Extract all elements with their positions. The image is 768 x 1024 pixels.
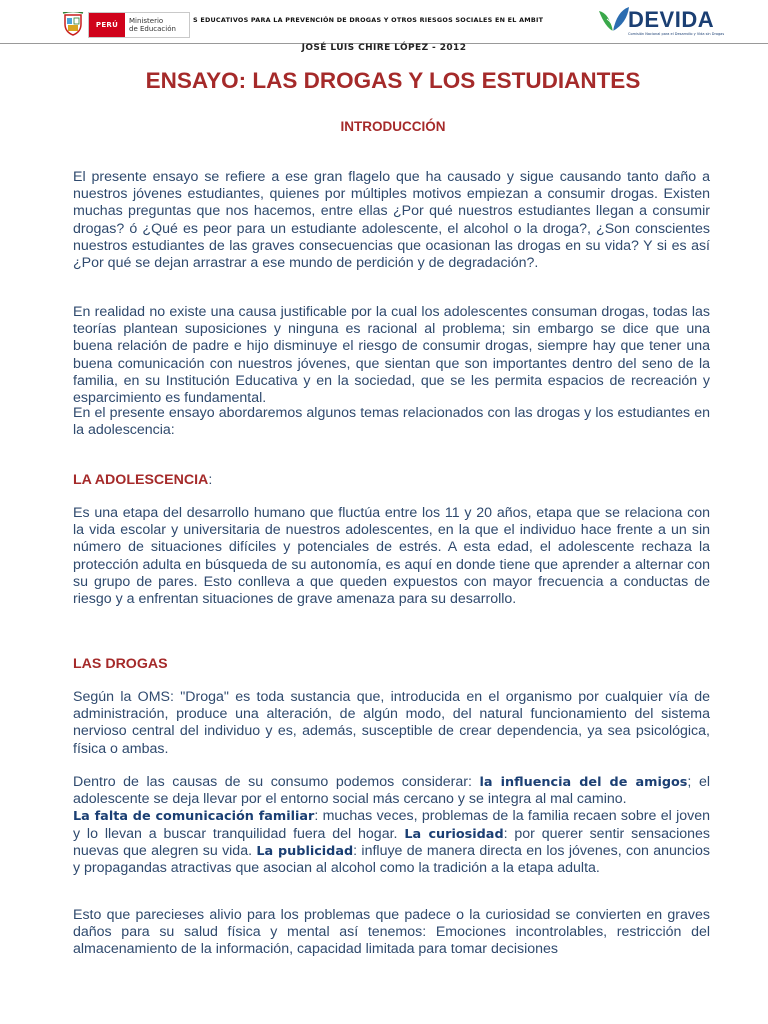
devida-logo-subtext: Comisión Nacional para el Desarrollo y Vida sin Drogas xyxy=(628,32,725,36)
cause-family-text: : muchas veces, problemas de la familia recaen sobre el joven y lo llevan a buscar tranquilidad fuera del hogar. xyxy=(73,808,710,842)
peru-coat-of-arms-icon xyxy=(62,12,84,36)
devida-logo-text: DEVIDA xyxy=(628,7,715,32)
ministry-name xyxy=(125,13,176,37)
introduction-heading: INTRODUCCIÓN xyxy=(340,119,446,134)
intro-paragraph-1: El presente ensayo se refiere a ese gran flagelo que ha causado y sigue causando tanto daño a nuestros jóvenes estudiantes, quienes por múltiples motivos empiezan a consumir drogas. Existen muchas preguntas que nos hacemos, entre ellas ¿Por qué nuestros estudiantes llegan a consumir drogas? ó ¿Qué es peor para un estudiante adolescente, el alcohol o la droga?, ¿Son conscientes nuestros estudiantes de las graves consecuencias que ocasionan las drogas en su vida? Y si es así ¿Por qué se dejan arrastrar a ese mundo de perdición y de degradación?. xyxy=(73,169,710,272)
drogas-heading: LAS DROGAS xyxy=(73,656,168,672)
cause-advertising-text: : influye de manera directa en los jóvenes, con anuncios y propagandas atractivas que asocian al alcohol como la tradición a la etapa adulta. xyxy=(73,842,710,877)
intro-paragraph-3: En el presente ensayo abordaremos algunos temas relacionados con las drogas y los estudiantes en la adolescencia: xyxy=(73,405,710,439)
cause-friends: la influencia del de amigos xyxy=(479,775,688,790)
ministry-name-line2: de Educación xyxy=(129,25,176,33)
adolescencia-colon: : xyxy=(208,472,213,488)
drogas-paragraph-3: Esto que parecieses alivio para los problemas que padece o la curiosidad se convierten en graves daños para su salud física y mental así tenemos: Emociones incontrolables, restricción del almacenamiento de la información, capacidad limitada para tomar decisiones xyxy=(73,907,710,958)
page-header xyxy=(0,0,768,42)
drogas-paragraph-1: Según la OMS: "Droga" es toda sustancia que, introducida en el organismo por cualquier vía de administración, produce una alteración, de algún modo, del natural funcionamiento del sistema nervioso central del individuo y es, además, susceptible de crear dependencia, ya sea psicológica, física o ambas. xyxy=(73,689,710,757)
peru-label: PERÚ xyxy=(89,13,125,37)
document-title: ENSAYO: LAS DROGAS Y LOS ESTUDIANTES xyxy=(145,68,641,93)
drogas-paragraph-2 xyxy=(73,774,710,877)
adolescencia-paragraph: Es una etapa del desarrollo humano que fluctúa entre los 11 y 20 años, etapa que se relaciona con la vida escolar y universitaria de nuestros adolescentes, en la que el individuo hace frente a un sin número de situaciones difíciles y potenciales de estrés. A esta edad, el adolescente rechaza la protección adulta en búsqueda de su autonomía, es aquí en donde tiene que aprender a alternar con su grupo de pares. Esto conlleva a que queden expuestos con mayor frecuencia a conductas de riesgo y a enfrentan situaciones de grave amenaza para su desarrollo. xyxy=(73,505,710,608)
intro-paragraph-2: En realidad no existe una causa justificable por la cual los adolescentes consuman drogas, todas las teorías plantean suposiciones y ninguna es racional al problema; sin embargo se dice que una buena relación de padre e hijo disminuye el riesgo de consumir drogas, siempre hay que tener una buena comunicación con nuestros jóvenes, que sientan que son importantes dentro del seno de la familia, en su Institución Educativa y en la sociedad, que se les permita espacios de recreación y esparcimiento es fundamental. xyxy=(73,304,710,407)
cause-family-communication: La falta de comunicación familiar xyxy=(73,809,315,825)
adolescencia-heading: LA ADOLESCENCIA xyxy=(73,472,209,488)
cause-curiosity-text: : por querer sentir sensaciones nuevas que alegren su vida. xyxy=(73,825,710,859)
author-line: JOSÉ LUIS CHIRE LÓPEZ - 2012 xyxy=(301,43,467,53)
running-header-title: S EDUCATIVOS PARA LA PREVENCIÓN DE DROGAS Y OTROS RIESGOS SOCIALES EN EL AMBIT xyxy=(193,16,544,24)
ministerio-educacion-logo xyxy=(88,12,190,38)
cause-friends-text: ; el adolescente se deja llevar por el entorno social más cercano y se integra al mal camino. xyxy=(73,774,710,808)
cause-advertising: La publicidad xyxy=(256,843,354,859)
ministry-name-line1: Ministerio xyxy=(129,17,164,25)
causes-intro-text: Dentro de las causas de su consumo podemos considerar: xyxy=(73,774,480,790)
cause-curiosity: La curiosidad xyxy=(404,826,504,842)
adolescencia-heading-row xyxy=(73,472,212,488)
